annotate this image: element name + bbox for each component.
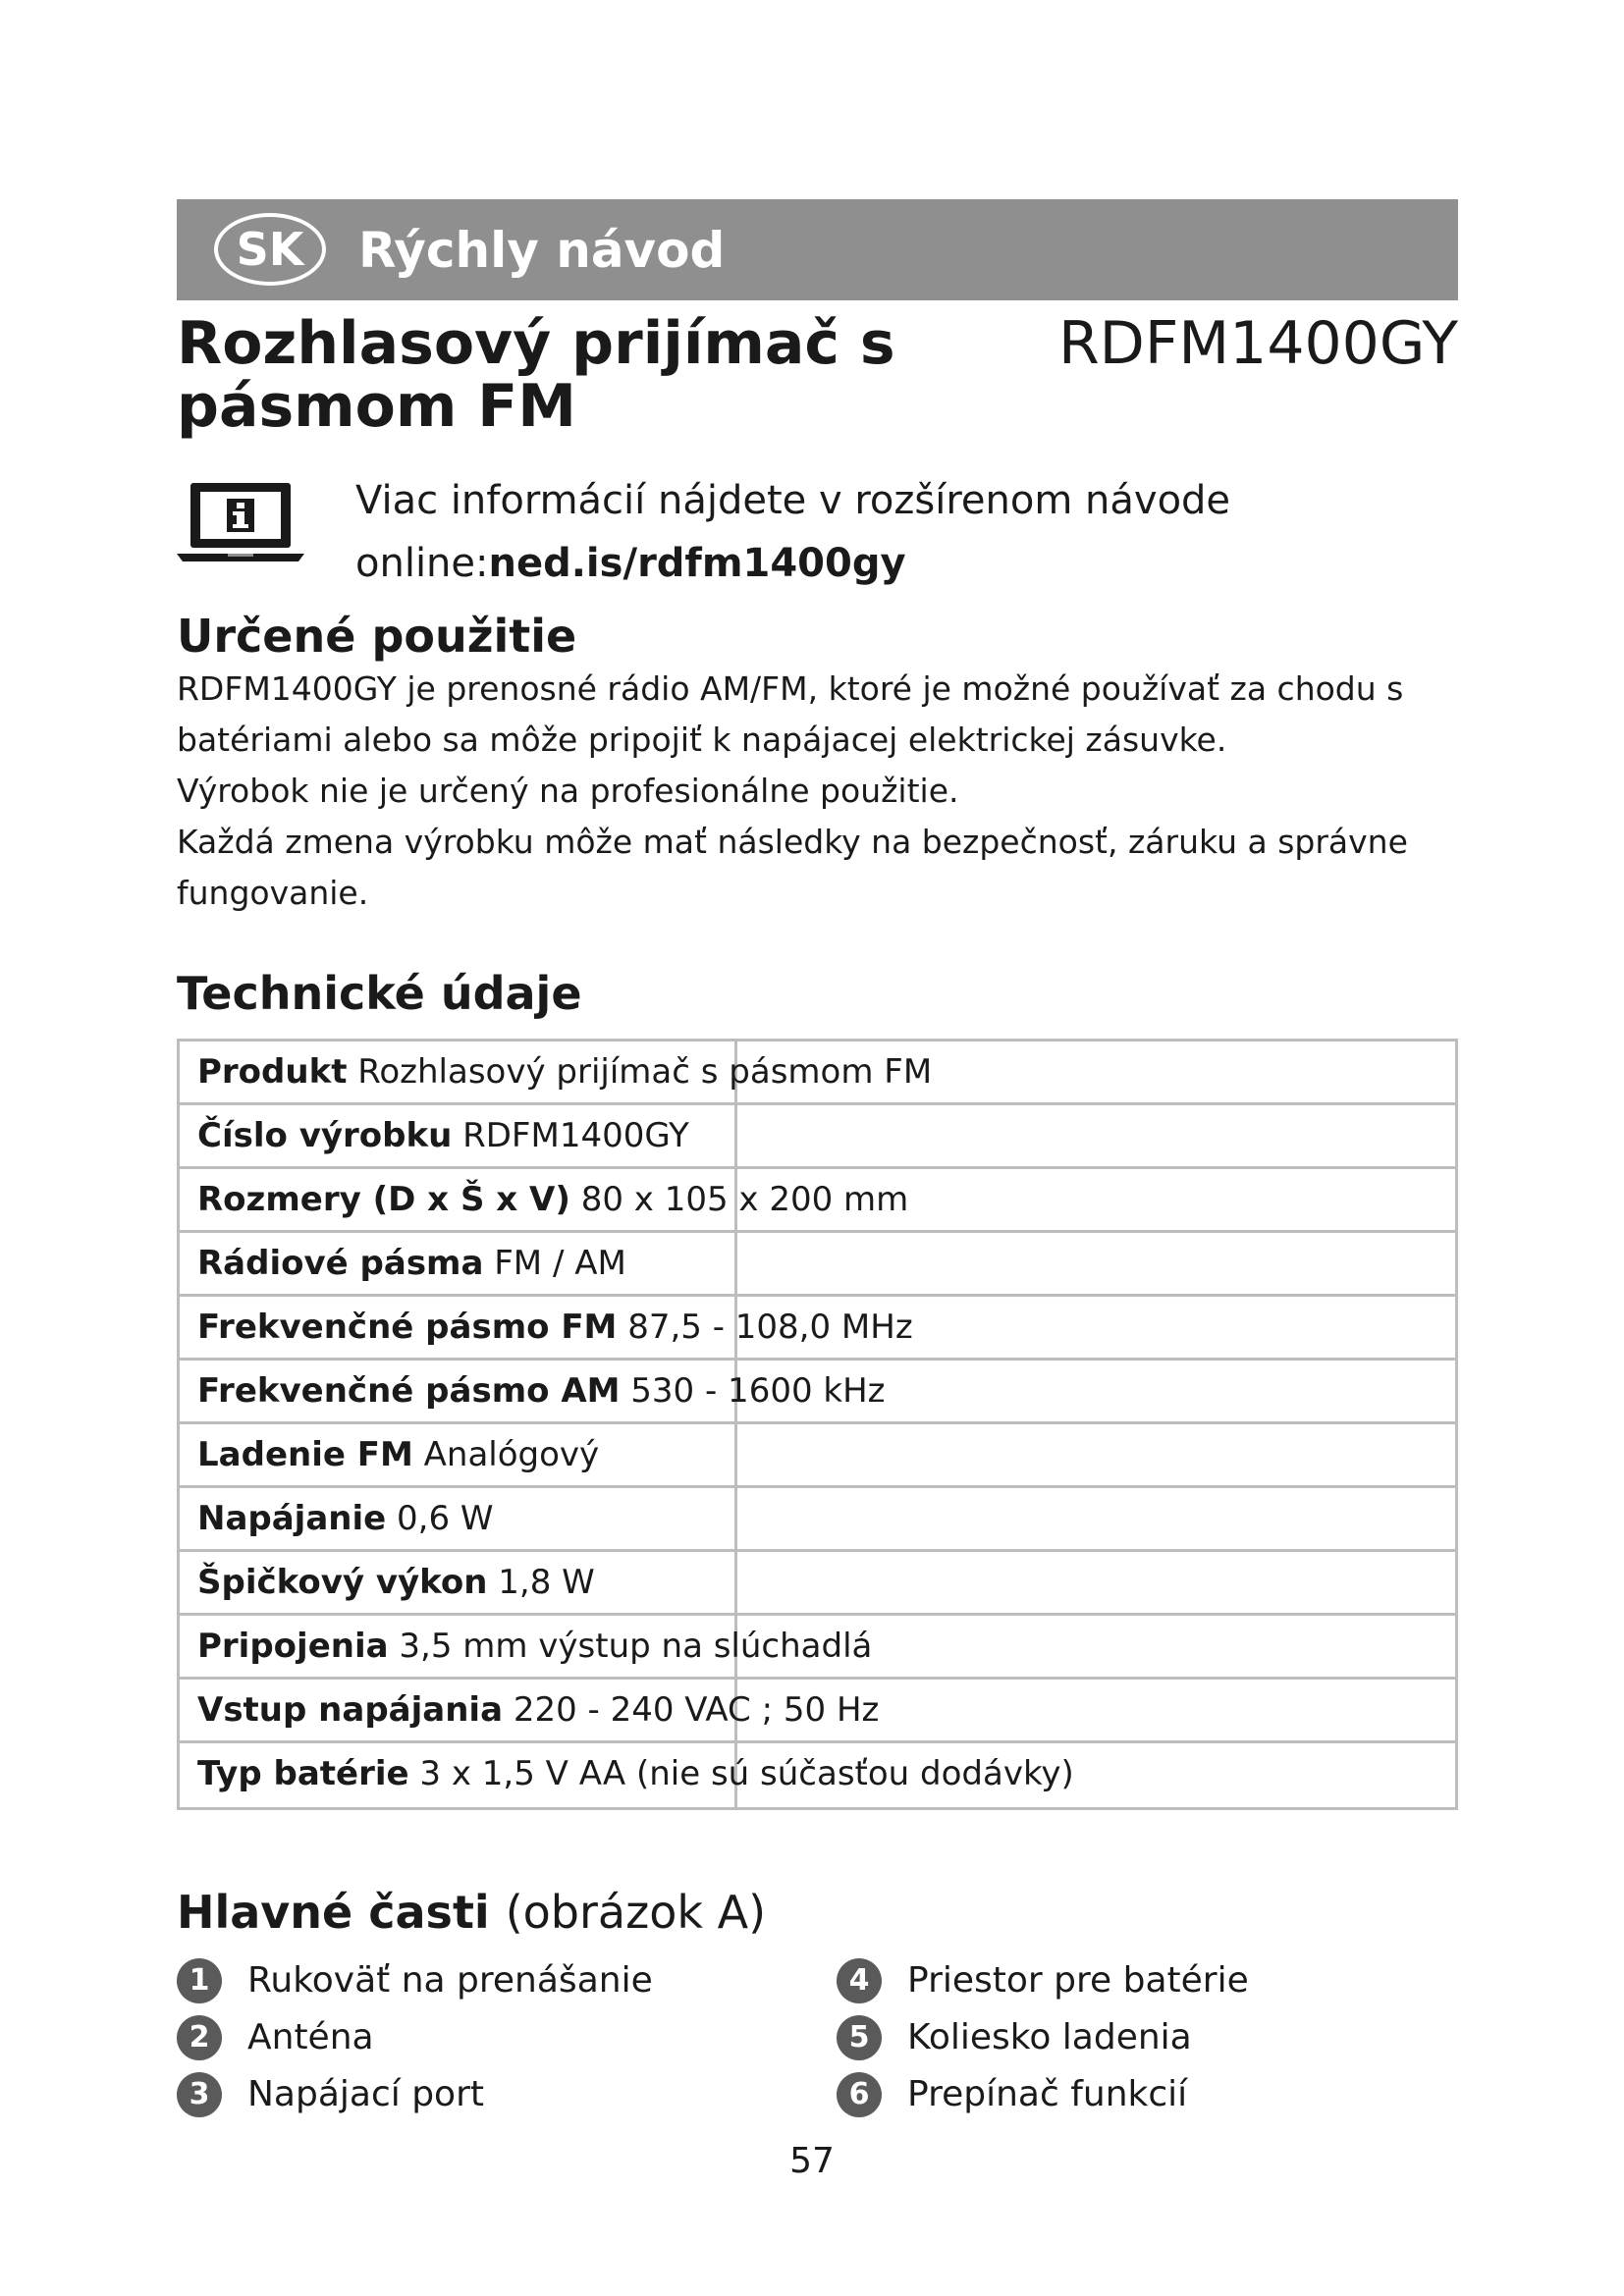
spec-value: 530 - 1600 kHz — [630, 1371, 886, 1411]
part-number-badge: 6 — [837, 2072, 882, 2117]
table-row — [180, 1297, 1455, 1361]
spec-key: Rádiové pásma — [197, 1244, 484, 1283]
model-number: RDFM1400GY — [1057, 309, 1458, 378]
specs-table — [177, 1039, 1458, 1810]
table-row — [180, 1743, 1455, 1807]
specs-heading: Technické údaje — [177, 967, 582, 1020]
table-row — [180, 1488, 1455, 1552]
spec-value: 80 x 105 x 200 mm — [580, 1180, 909, 1219]
page-title: Rozhlasový prijímač s pásmom FM — [177, 309, 895, 441]
table-row — [180, 1552, 1455, 1616]
table-row — [180, 1041, 1455, 1105]
table-row — [180, 1361, 1455, 1424]
spec-value: Rozhlasový prijímač s pásmom FM — [357, 1052, 933, 1092]
part-number-badge: 4 — [837, 1958, 882, 2003]
part-label: Prepínač funkcií — [907, 2074, 1188, 2114]
spec-value: 220 - 240 VAC ; 50 Hz — [513, 1690, 880, 1730]
spec-key: Produkt — [197, 1052, 348, 1092]
spec-key: Pripojenia — [197, 1627, 389, 1666]
info-text-online — [355, 538, 906, 589]
part-number-badge: 1 — [177, 1958, 222, 2003]
intended-use-paragraph-2: Výrobok nie je určený na profesionálne použitie. — [177, 772, 959, 810]
part-label: Napájací port — [247, 2074, 484, 2114]
part-label: Rukoväť na prenášanie — [247, 1960, 653, 2001]
parts-heading — [177, 1885, 766, 1940]
part-number-badge: 2 — [177, 2015, 222, 2060]
intended-use-heading: Určené použitie — [177, 610, 577, 663]
spec-value: 1,8 W — [498, 1563, 595, 1602]
spec-key: Špičkový výkon — [197, 1563, 488, 1602]
spec-key: Typ batérie — [197, 1754, 409, 1793]
page-number: 57 — [789, 2141, 835, 2181]
intended-use-paragraph-3: Každá zmena výrobku môže mať následky na bezpečnosť, záruku a správne fungovanie. — [177, 823, 1408, 912]
parts-heading-title: Hlavné časti — [177, 1886, 490, 1939]
spec-key: Číslo výrobku — [197, 1116, 453, 1155]
info-text: Viac informácií nájdete v rozšírenom návode — [355, 478, 1231, 523]
table-row — [180, 1169, 1455, 1233]
table-row — [180, 1233, 1455, 1297]
part-label: Priestor pre batérie — [907, 1960, 1249, 2001]
part-number-badge: 5 — [837, 2015, 882, 2060]
parts-list — [177, 1953, 1458, 2130]
spec-key: Rozmery (D x Š x V) — [197, 1180, 570, 1219]
table-row — [180, 1616, 1455, 1680]
spec-key: Frekvenčné pásmo AM — [197, 1371, 621, 1411]
parts-heading-suffix: (obrázok A) — [505, 1886, 767, 1939]
spec-key: Ladenie FM — [197, 1435, 413, 1474]
banner-title: Rýchly návod — [358, 222, 726, 279]
spec-value: FM / AM — [494, 1244, 626, 1283]
part-number-badge: 3 — [177, 2072, 222, 2117]
table-row — [180, 1680, 1455, 1743]
spec-key: Napájanie — [197, 1499, 387, 1538]
spec-value: RDFM1400GY — [462, 1116, 689, 1155]
section-banner — [177, 199, 1458, 300]
laptop-info-icon — [177, 479, 304, 569]
table-row — [180, 1105, 1455, 1169]
spec-key: Vstup napájania — [197, 1690, 504, 1730]
intended-use-paragraph-1: RDFM1400GY je prenosné rádio AM/FM, ktoré je možné používať za chodu s batériami alebo sa môže pripojiť k napájacej elektrickej zásuvke. — [177, 669, 1404, 759]
part-label: Koliesko ladenia — [907, 2017, 1192, 2057]
spec-value: 3,5 mm výstup na slúchadlá — [399, 1627, 873, 1666]
part-label: Anténa — [247, 2017, 374, 2057]
spec-key: Frekvenčné pásmo FM — [197, 1308, 618, 1347]
table-row — [180, 1424, 1455, 1488]
info-prefix: online: — [355, 541, 489, 586]
manual-link[interactable]: ned.is/rdfm1400gy — [488, 541, 906, 586]
spec-value: 0,6 W — [397, 1499, 494, 1538]
spec-value: 87,5 - 108,0 MHz — [627, 1308, 913, 1347]
spec-value: Analógový — [423, 1435, 600, 1474]
spec-value: 3 x 1,5 V AA (nie sú súčasťou dodávky) — [419, 1754, 1074, 1793]
language-badge: SK — [214, 213, 326, 286]
